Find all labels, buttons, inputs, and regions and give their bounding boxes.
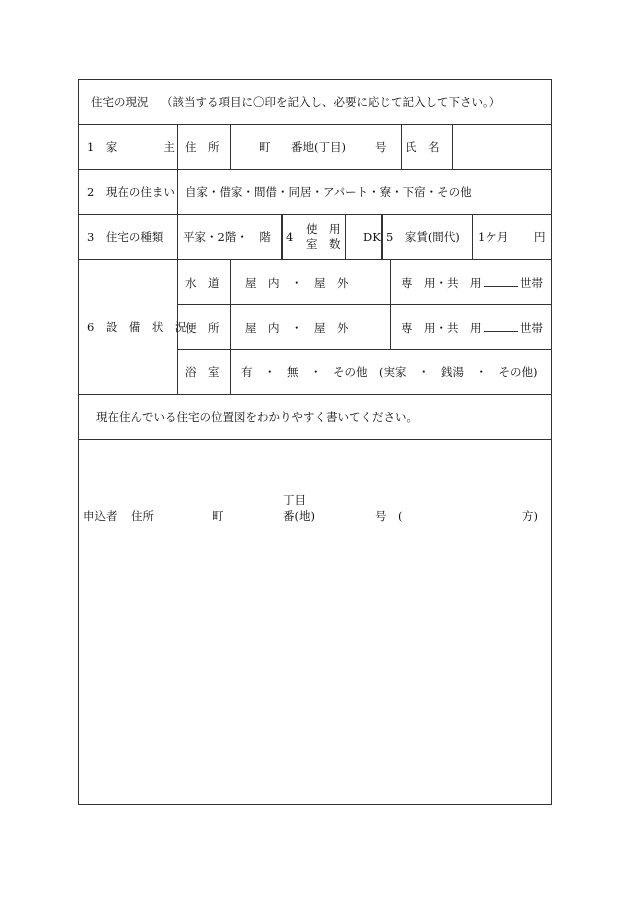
applicant-cho[interactable]: 町 (212, 509, 224, 523)
column-divider (345, 214, 346, 259)
row-divider (79, 259, 551, 260)
column-divider (177, 124, 178, 394)
room-count-label-bottom: 室 数 (306, 237, 341, 251)
item-4-number: 4 (286, 230, 294, 244)
housing-status-form (78, 79, 552, 805)
water-household-count[interactable] (484, 276, 518, 290)
column-divider (401, 124, 402, 169)
toilet-household-count[interactable] (484, 321, 518, 335)
column-divider (230, 124, 231, 169)
water-label: 水 道 (185, 276, 220, 290)
owner-label: 1 家 主 (87, 140, 175, 154)
row-divider (79, 394, 551, 395)
water-location-options[interactable]: 屋 内 ・ 屋 外 (245, 276, 349, 290)
owner-address-cho[interactable]: 町 (259, 140, 271, 154)
applicant-kata[interactable]: 方) (522, 509, 538, 523)
housing-type-label: 3 住宅の種類 (87, 230, 164, 244)
row-divider (177, 304, 551, 305)
applicant-address-label: 住所 (131, 509, 154, 523)
rent-yen: 円 (534, 230, 546, 244)
house-floors-options[interactable]: 平家・2階・ 階 (183, 230, 271, 244)
facilities-label: 6 設 備 状 況 (87, 320, 187, 334)
applicant-chome[interactable]: 丁目 (283, 493, 306, 507)
owner-name-label: 氏 名 (405, 140, 440, 154)
column-divider (281, 214, 283, 259)
column-divider (381, 214, 383, 259)
column-divider (472, 214, 473, 259)
room-count-label-top: 使 用 (306, 222, 341, 236)
toilet-location-options[interactable]: 屋 内 ・ 屋 外 (245, 321, 349, 335)
water-unit: 世帯 (520, 276, 543, 290)
applicant-banchi[interactable]: 番(地) (283, 509, 315, 523)
applicant-go[interactable]: 号 ( (375, 509, 403, 523)
column-divider (230, 259, 231, 394)
toilet-label: 便 所 (185, 321, 220, 335)
water-usage-options[interactable]: 専 用・共 用 (401, 276, 482, 290)
bath-label: 浴 室 (185, 365, 220, 379)
residence-type-options[interactable]: 自家・借家・間借・同居・アパート・寮・下宿・その他 (185, 185, 472, 199)
toilet-usage-options[interactable]: 専 用・共 用 (401, 321, 482, 335)
column-divider (390, 259, 391, 349)
row-divider (79, 439, 551, 440)
row-divider (177, 349, 551, 350)
owner-address-go[interactable]: 号 (375, 140, 387, 154)
form-title: 住宅の現況 (91, 95, 149, 109)
form-instruction: （該当する項目に〇印を記入し、必要に応じて記入して下さい。） (161, 95, 501, 109)
bath-options[interactable]: 有 ・ 無 ・ その他 (実家 ・ 銭湯 ・ その他) (241, 365, 538, 379)
current-residence-label: 2 現在の住まい (87, 185, 175, 199)
rent-per-month[interactable]: 1ケ月 (478, 230, 509, 244)
owner-name-field[interactable] (453, 125, 551, 168)
location-map-instruction: 現在住んでいる住宅の位置図をわかりやすく書いてください。 (96, 410, 418, 424)
row-divider (79, 169, 551, 170)
applicant-label: 申込者 (83, 509, 118, 523)
location-map-area[interactable] (80, 530, 550, 802)
toilet-unit: 世帯 (520, 321, 543, 335)
owner-address-banchi[interactable]: 番地(丁目) (291, 140, 346, 154)
rent-label: 5 家賃(間代) (386, 230, 460, 244)
row-divider (79, 214, 551, 215)
owner-address-label: 住 所 (185, 140, 220, 154)
dk-label[interactable]: DK (363, 230, 381, 244)
